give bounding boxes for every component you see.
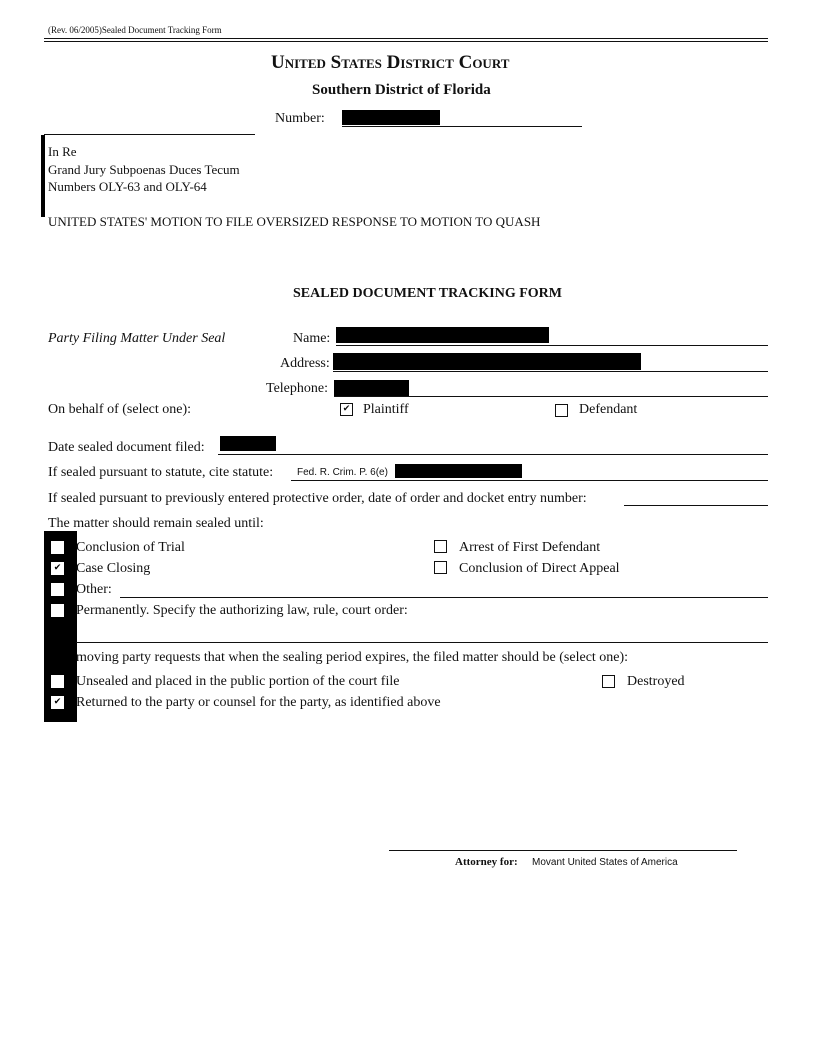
address-line xyxy=(333,371,768,372)
direct-appeal-label: Conclusion of Direct Appeal xyxy=(459,561,620,576)
telephone-line xyxy=(334,396,768,397)
redaction-case-number xyxy=(342,110,440,125)
case-closing-checkbox[interactable]: ✔ xyxy=(51,562,64,575)
caption-line-2: Grand Jury Subpoenas Duces Tecum xyxy=(48,162,240,177)
header-rule-top xyxy=(44,38,768,39)
statute-label: If sealed pursuant to statute, cite statute: xyxy=(48,465,274,480)
direct-appeal-checkbox[interactable] xyxy=(434,561,447,574)
case-closing-label: Case Closing xyxy=(76,561,151,576)
motion-title: UNITED STATES' MOTION TO FILE OVERSIZED RESPONSE TO MOTION TO QUASH xyxy=(48,214,541,229)
case-number-line xyxy=(342,126,582,127)
defendant-checkbox[interactable] xyxy=(555,404,568,417)
caption-bracket xyxy=(41,135,45,217)
redaction-margin-strip xyxy=(44,531,77,722)
conclusion-of-trial-label: Conclusion of Trial xyxy=(76,540,185,555)
statute-line xyxy=(291,480,768,481)
caption-rule xyxy=(44,134,255,135)
name-label: Name: xyxy=(293,331,331,346)
plaintiff-checkbox[interactable]: ✔ xyxy=(340,403,353,416)
defendant-label: Defendant xyxy=(579,402,638,417)
date-filed-label: Date sealed document filed: xyxy=(48,440,205,455)
arrest-first-defendant-label: Arrest of First Defendant xyxy=(459,540,601,555)
moving-party-text: moving party requests that when the sealing period expires, the filed matter should be (select one): xyxy=(76,650,629,665)
permanently-line xyxy=(76,642,768,643)
statute-value: Fed. R. Crim. P. 6(e) xyxy=(297,467,388,478)
conclusion-of-trial-checkbox[interactable] xyxy=(51,541,64,554)
destroyed-label: Destroyed xyxy=(627,674,685,689)
form-title: SEALED DOCUMENT TRACKING FORM xyxy=(293,286,563,301)
party-filing-label: Party Filing Matter Under Seal xyxy=(48,331,226,346)
permanently-label: Permanently. Specify the authorizing law, rule, court order: xyxy=(76,603,408,618)
attorney-for-label: Attorney for: xyxy=(455,856,518,868)
redaction-name xyxy=(336,327,549,343)
other-label: Other: xyxy=(76,582,112,597)
revision-note: (Rev. 06/2005)Sealed Document Tracking Form xyxy=(48,25,222,35)
plaintiff-label: Plaintiff xyxy=(363,402,409,417)
case-number-label: Number: xyxy=(275,111,325,126)
returned-checkbox[interactable]: ✔ xyxy=(51,696,64,709)
unsealed-label: Unsealed and placed in the public portion of the court file xyxy=(76,674,400,689)
signature-line xyxy=(389,850,737,851)
address-label: Address: xyxy=(280,356,330,371)
protective-order-line xyxy=(624,505,768,506)
attorney-for-value: Movant United States of America xyxy=(532,857,678,868)
court-title: United States District Court xyxy=(271,52,510,73)
caption-line-3: Numbers OLY-63 and OLY-64 xyxy=(48,179,207,194)
other-checkbox[interactable] xyxy=(51,583,64,596)
caption-line-1: In Re xyxy=(48,144,77,159)
district-name: Southern District of Florida xyxy=(312,82,491,98)
arrest-first-defendant-checkbox[interactable] xyxy=(434,540,447,553)
other-line xyxy=(120,597,768,598)
permanently-checkbox[interactable] xyxy=(51,604,64,617)
redaction-date xyxy=(220,436,276,451)
protective-order-label: If sealed pursuant to previously entered protective order, date of order and docket entry number: xyxy=(48,491,587,506)
redaction-telephone xyxy=(334,380,409,396)
unsealed-checkbox[interactable] xyxy=(51,675,64,688)
redaction-statute xyxy=(395,464,522,478)
telephone-label: Telephone: xyxy=(266,381,328,396)
name-line xyxy=(336,345,768,346)
behalf-label: On behalf of (select one): xyxy=(48,402,192,417)
date-filed-line xyxy=(218,454,768,455)
header-rule-bottom xyxy=(44,41,768,42)
destroyed-checkbox[interactable] xyxy=(602,675,615,688)
remain-sealed-label: The matter should remain sealed until: xyxy=(48,516,264,531)
returned-label: Returned to the party or counsel for the party, as identified above xyxy=(76,695,441,710)
redaction-address xyxy=(333,353,641,370)
